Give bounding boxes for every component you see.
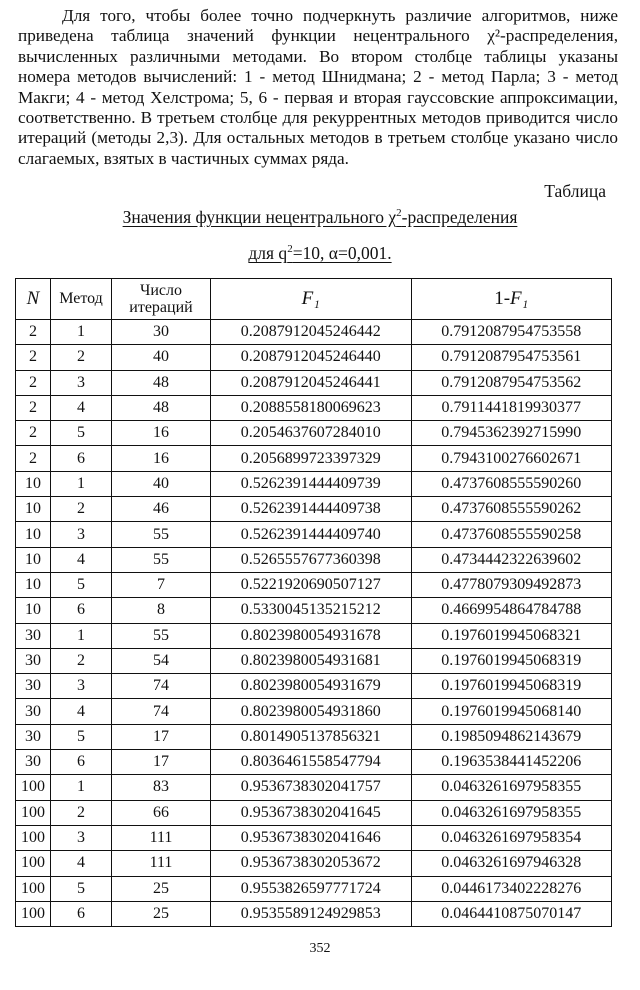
table-row <box>16 901 612 926</box>
cell-method: 6 <box>51 901 112 926</box>
cell-method: 1 <box>51 471 112 496</box>
cell-iterations: 54 <box>112 648 211 673</box>
page-number: 352 <box>309 941 331 956</box>
table-caption-line2: для $q^2=10$, α=0,001. <box>248 243 392 263</box>
cell-method: 1 <box>51 623 112 648</box>
cell-n: 30 <box>16 623 51 648</box>
intro-paragraph: Для того, чтобы более точно подчеркнуть различие алгоритмов, ниже приведена таблица значений функции нецентрального χ²-распределения, вычисленных различными методами. Во втором столбце таблицы указаны номера методов вычислений: 1 - метод Шнидмана; 2 - метод Парла; 3 - метод Макги; 4 - метод Хелстрома; 5, 6 - первая и вторая гауссовские аппроксимации, соответственно. В третьем столбце для рекуррентных методов приводится число итераций (методы 2,3). Для остальных методов в третьем столбце указано число слагаемых, взятых в частичных суммах ряда. <box>18 6 618 168</box>
table-row <box>16 572 612 597</box>
results-table <box>15 278 612 927</box>
cell-one-minus-f1: 0.7943100276602671 <box>411 446 612 471</box>
cell-method: 1 <box>51 775 112 800</box>
cell-method: 4 <box>51 699 112 724</box>
cell-n: 10 <box>16 497 51 522</box>
cell-method: 2 <box>51 648 112 673</box>
cell-iterations: 8 <box>112 598 211 623</box>
cell-iterations: 48 <box>112 395 211 420</box>
cell-one-minus-f1: 0.7945362392715990 <box>411 421 612 446</box>
cell-f1: 0.2087912045246442 <box>211 320 412 345</box>
cell-method: 6 <box>51 446 112 471</box>
cell-one-minus-f1: 0.0446173402228276 <box>411 876 612 901</box>
table-row <box>16 522 612 547</box>
cell-f1: 0.5330045135215212 <box>211 598 412 623</box>
cell-n: 100 <box>16 825 51 850</box>
cell-iterations: 55 <box>112 522 211 547</box>
cell-iterations: 25 <box>112 901 211 926</box>
cell-method: 2 <box>51 345 112 370</box>
cell-one-minus-f1: 0.1976019945068140 <box>411 699 612 724</box>
table-row <box>16 876 612 901</box>
cell-f1: 0.5262391444409740 <box>211 522 412 547</box>
table-row <box>16 598 612 623</box>
cell-f1: 0.2087912045246441 <box>211 370 412 395</box>
cell-f1: 0.2056899723397329 <box>211 446 412 471</box>
cell-n: 10 <box>16 547 51 572</box>
cell-f1: 0.5265557677360398 <box>211 547 412 572</box>
cell-iterations: 16 <box>112 421 211 446</box>
cell-method: 1 <box>51 320 112 345</box>
table-row <box>16 851 612 876</box>
cell-one-minus-f1: 0.4737608555590258 <box>411 522 612 547</box>
cell-iterations: 48 <box>112 370 211 395</box>
cell-f1: 0.5262391444409739 <box>211 471 412 496</box>
table-label: Таблица <box>544 181 606 201</box>
table-row <box>16 750 612 775</box>
cell-one-minus-f1: 0.4737608555590260 <box>411 471 612 496</box>
cell-f1: 0.8014905137856321 <box>211 724 412 749</box>
cell-one-minus-f1: 0.4778079309492873 <box>411 572 612 597</box>
cell-iterations: 40 <box>112 345 211 370</box>
cell-n: 10 <box>16 522 51 547</box>
cell-one-minus-f1: 0.1985094862143679 <box>411 724 612 749</box>
table-row <box>16 320 612 345</box>
table-body <box>16 320 612 927</box>
cell-iterations: 17 <box>112 724 211 749</box>
cell-method: 5 <box>51 724 112 749</box>
table-row <box>16 497 612 522</box>
cell-n: 100 <box>16 876 51 901</box>
cell-n: 30 <box>16 699 51 724</box>
cell-method: 2 <box>51 800 112 825</box>
cell-method: 6 <box>51 750 112 775</box>
cell-n: 100 <box>16 800 51 825</box>
cell-one-minus-f1: 0.7912087954753558 <box>411 320 612 345</box>
cell-one-minus-f1: 0.0463261697958355 <box>411 800 612 825</box>
header-f1: F₁ <box>211 279 412 320</box>
table-row <box>16 446 612 471</box>
cell-one-minus-f1: 0.7912087954753561 <box>411 345 612 370</box>
cell-n: 30 <box>16 648 51 673</box>
cell-f1: 0.5221920690507127 <box>211 572 412 597</box>
cell-n: 30 <box>16 724 51 749</box>
cell-iterations: 40 <box>112 471 211 496</box>
table-row <box>16 775 612 800</box>
cell-n: 2 <box>16 446 51 471</box>
cell-iterations: 25 <box>112 876 211 901</box>
cell-one-minus-f1: 0.4737608555590262 <box>411 497 612 522</box>
cell-method: 4 <box>51 851 112 876</box>
cell-one-minus-f1: 0.4669954864784788 <box>411 598 612 623</box>
cell-one-minus-f1: 0.0464410875070147 <box>411 901 612 926</box>
cell-one-minus-f1: 0.0463261697946328 <box>411 851 612 876</box>
cell-n: 30 <box>16 674 51 699</box>
header-iterations: Число итераций <box>112 279 211 320</box>
cell-method: 3 <box>51 674 112 699</box>
cell-one-minus-f1: 0.4734442322639602 <box>411 547 612 572</box>
cell-one-minus-f1: 0.7912087954753562 <box>411 370 612 395</box>
cell-one-minus-f1: 0.7911441819930377 <box>411 395 612 420</box>
cell-method: 3 <box>51 825 112 850</box>
table-row <box>16 800 612 825</box>
cell-n: 10 <box>16 598 51 623</box>
table-row <box>16 699 612 724</box>
cell-n: 100 <box>16 775 51 800</box>
table-header-row <box>16 279 612 320</box>
cell-iterations: 66 <box>112 800 211 825</box>
cell-iterations: 16 <box>112 446 211 471</box>
cell-n: 2 <box>16 370 51 395</box>
cell-iterations: 111 <box>112 851 211 876</box>
header-one-minus-f1: 1-F₁ <box>411 279 612 320</box>
cell-iterations: 17 <box>112 750 211 775</box>
table-row <box>16 674 612 699</box>
cell-one-minus-f1: 0.1976019945068319 <box>411 674 612 699</box>
cell-f1: 0.9553826597771724 <box>211 876 412 901</box>
cell-one-minus-f1: 0.0463261697958355 <box>411 775 612 800</box>
cell-f1: 0.8036461558547794 <box>211 750 412 775</box>
table-row <box>16 471 612 496</box>
cell-f1: 0.5262391444409738 <box>211 497 412 522</box>
cell-f1: 0.8023980054931679 <box>211 674 412 699</box>
cell-method: 6 <box>51 598 112 623</box>
cell-n: 2 <box>16 395 51 420</box>
cell-iterations: 74 <box>112 674 211 699</box>
table-row <box>16 648 612 673</box>
cell-iterations: 83 <box>112 775 211 800</box>
cell-iterations: 55 <box>112 623 211 648</box>
cell-one-minus-f1: 0.0463261697958354 <box>411 825 612 850</box>
table-row <box>16 421 612 446</box>
cell-f1: 0.9536738302041757 <box>211 775 412 800</box>
cell-iterations: 55 <box>112 547 211 572</box>
table-row <box>16 825 612 850</box>
cell-n: 100 <box>16 851 51 876</box>
cell-iterations: 46 <box>112 497 211 522</box>
cell-f1: 0.9536738302053672 <box>211 851 412 876</box>
cell-n: 2 <box>16 320 51 345</box>
cell-method: 5 <box>51 421 112 446</box>
header-method: Метод <box>51 279 112 320</box>
cell-f1: 0.2054637607284010 <box>211 421 412 446</box>
cell-iterations: 111 <box>112 825 211 850</box>
cell-n: 2 <box>16 421 51 446</box>
cell-n: 2 <box>16 345 51 370</box>
cell-f1: 0.2087912045246440 <box>211 345 412 370</box>
cell-iterations: 7 <box>112 572 211 597</box>
cell-one-minus-f1: 0.1976019945068319 <box>411 648 612 673</box>
table-caption-line1: Значения функции нецентрального $\chi^2$-распределения <box>122 207 518 227</box>
cell-f1: 0.8023980054931678 <box>211 623 412 648</box>
table-row <box>16 623 612 648</box>
cell-one-minus-f1: 0.1976019945068321 <box>411 623 612 648</box>
cell-method: 3 <box>51 370 112 395</box>
cell-method: 3 <box>51 522 112 547</box>
cell-f1: 0.9536738302041646 <box>211 825 412 850</box>
cell-n: 30 <box>16 750 51 775</box>
cell-method: 4 <box>51 395 112 420</box>
cell-n: 10 <box>16 572 51 597</box>
table-row <box>16 395 612 420</box>
cell-method: 4 <box>51 547 112 572</box>
cell-f1: 0.8023980054931860 <box>211 699 412 724</box>
cell-method: 2 <box>51 497 112 522</box>
cell-iterations: 74 <box>112 699 211 724</box>
table-row <box>16 370 612 395</box>
cell-f1: 0.2088558180069623 <box>211 395 412 420</box>
cell-iterations: 30 <box>112 320 211 345</box>
table-row <box>16 547 612 572</box>
table-row <box>16 345 612 370</box>
cell-n: 10 <box>16 471 51 496</box>
cell-f1: 0.9535589124929853 <box>211 901 412 926</box>
cell-f1: 0.9536738302041645 <box>211 800 412 825</box>
cell-one-minus-f1: 0.1963538441452206 <box>411 750 612 775</box>
table-row <box>16 724 612 749</box>
cell-method: 5 <box>51 876 112 901</box>
header-n: N <box>16 279 51 320</box>
cell-method: 5 <box>51 572 112 597</box>
cell-n: 100 <box>16 901 51 926</box>
cell-f1: 0.8023980054931681 <box>211 648 412 673</box>
